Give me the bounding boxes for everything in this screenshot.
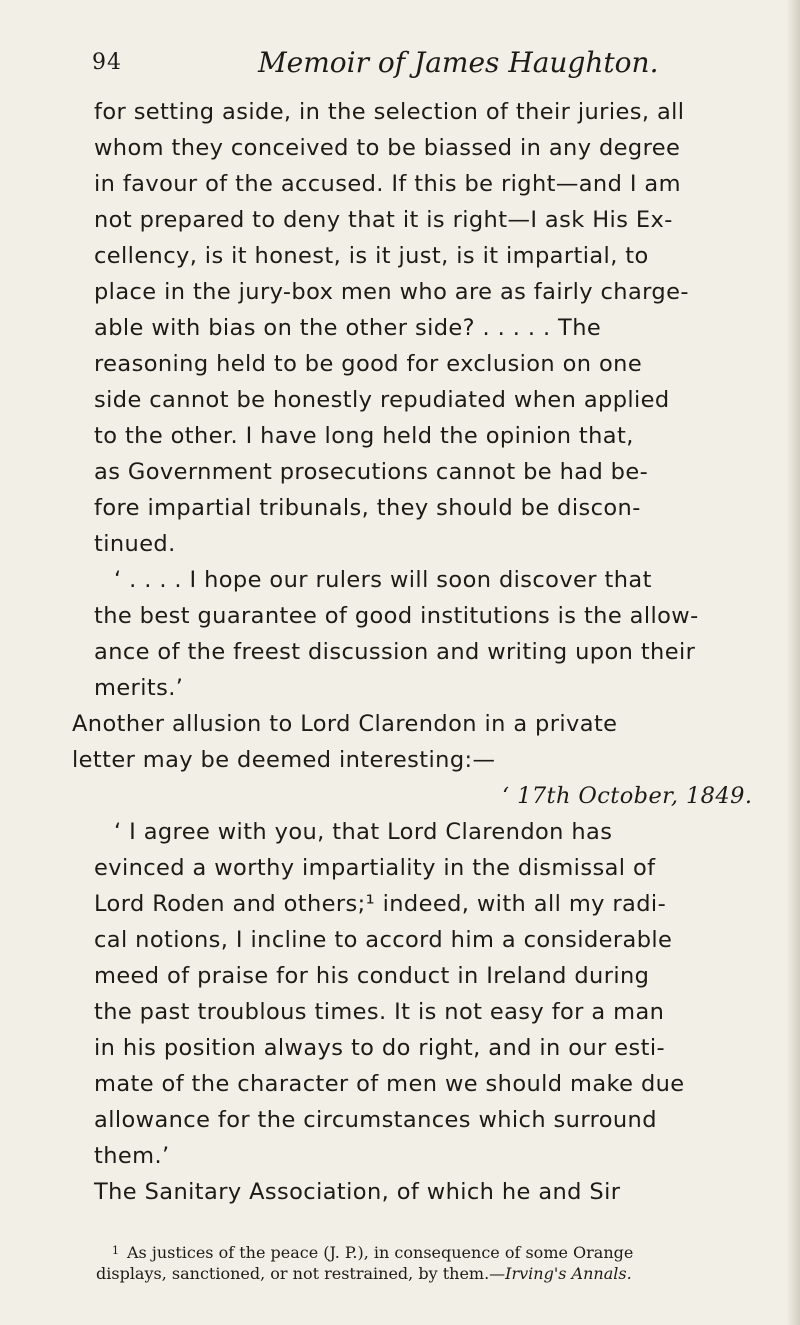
text-line: fore impartial tribunals, they should be discon-	[94, 495, 641, 521]
running-title: Memoir of James Haughton.	[258, 46, 659, 79]
text-line: place in the jury-box men who are as fairly charge-	[94, 279, 689, 305]
text-line: for setting aside, in the selection of their juries, all	[94, 99, 685, 125]
footnote-marker: 1	[112, 1244, 119, 1257]
text-line: evinced a worthy impartiality in the dismissal of	[94, 855, 656, 881]
date-line: ‘ 17th October, 1849.	[502, 783, 753, 809]
text-line: the past troublous times. It is not easy for a man	[94, 999, 665, 1025]
text-line: allowance for the circumstances which surround	[94, 1107, 657, 1133]
text-line: Another allusion to Lord Clarendon in a private	[72, 711, 618, 737]
text-line: ‘ . . . . I hope our rulers will soon discover that	[114, 567, 652, 593]
text-line: side cannot be honestly repudiated when applied	[94, 387, 670, 413]
text-line: in his position always to do right, and in our esti-	[94, 1035, 665, 1061]
text-line: The Sanitary Association, of which he and Sir	[94, 1179, 621, 1205]
text-line: letter may be deemed interesting:—	[72, 747, 496, 773]
text-line: ance of the freest discussion and writing upon their	[94, 639, 696, 665]
text-line: merits.’	[94, 675, 184, 701]
text-line: them.’	[94, 1143, 170, 1169]
text-line: ‘ I agree with you, that Lord Clarendon has	[114, 819, 613, 845]
text-line: in favour of the accused. If this be right—and I am	[94, 171, 681, 197]
text-line: not prepared to deny that it is right—I ask His Ex-	[94, 207, 673, 233]
text-line: the best guarantee of good institutions is the allow-	[94, 603, 699, 629]
text-line: able with bias on the other side? . . . . . The	[94, 315, 602, 341]
text-line: meed of praise for his conduct in Ireland during	[94, 963, 650, 989]
text-line: whom they conceived to be biassed in any degree	[94, 135, 681, 161]
footnote-text: As justices of the peace (J. P.), in consequence of some Orange	[127, 1243, 634, 1262]
text-line: as Government prosecutions cannot be had be-	[94, 459, 649, 485]
text-line: cellency, is it honest, is it just, is it impartial, to	[94, 243, 649, 269]
footnote-text: displays, sanctioned, or not restrained, by them.—	[96, 1264, 506, 1283]
text-line: to the other. I have long held the opinion that,	[94, 423, 634, 449]
page-number: 94	[92, 50, 122, 75]
text-line: Lord Roden and others;¹ indeed, with all my radi-	[94, 891, 667, 917]
footnote-line	[112, 1240, 633, 1264]
footnote-source: Irving's Annals.	[505, 1264, 632, 1283]
text-line: mate of the character of men we should make due	[94, 1071, 685, 1097]
text-line: cal notions, I incline to accord him a considerable	[94, 927, 673, 953]
text-line: reasoning held to be good for exclusion on one	[94, 351, 643, 377]
text-line: tinued.	[94, 531, 176, 557]
footnote-line	[96, 1263, 632, 1285]
